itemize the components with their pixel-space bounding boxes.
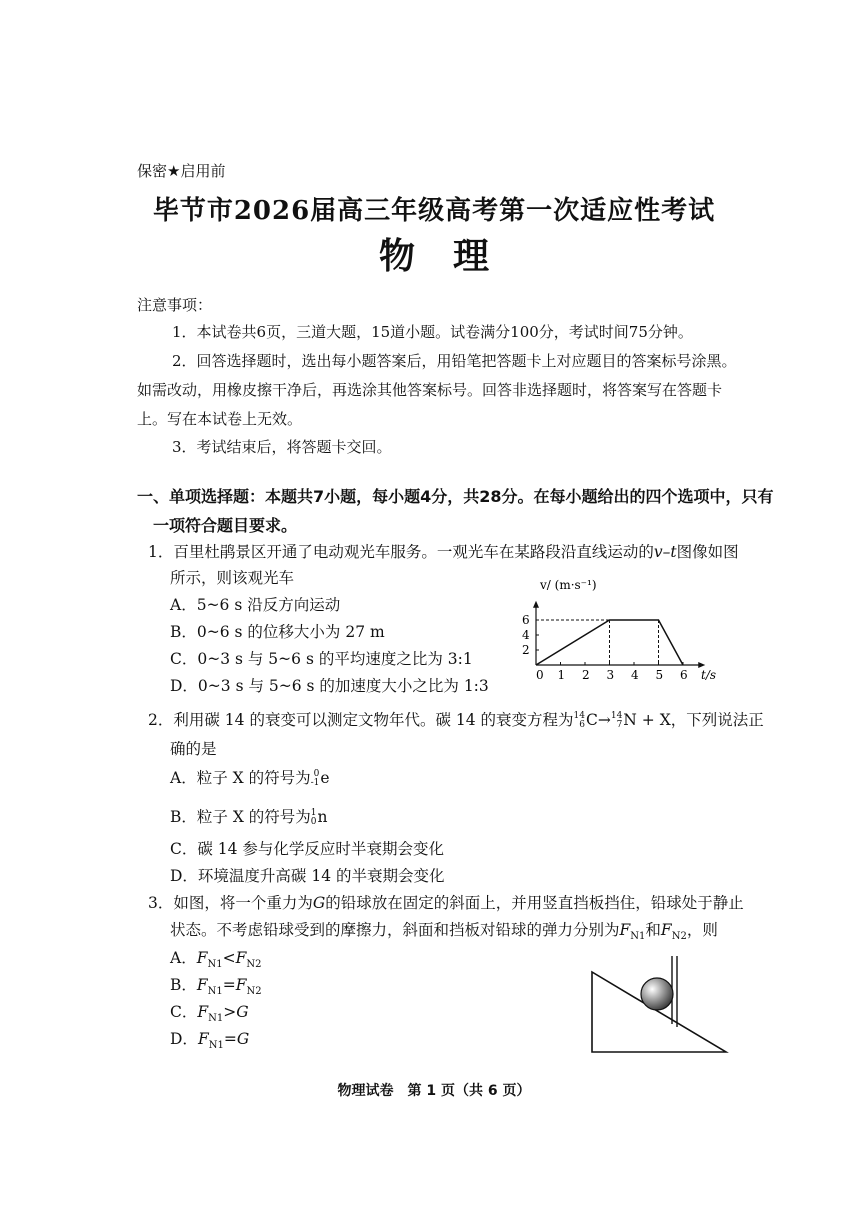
y-tick-label: 4 [522, 628, 530, 642]
x-tick-label: 4 [631, 668, 639, 682]
notes-heading: 注意事项： [137, 296, 213, 314]
x-tick-label: 6 [680, 668, 688, 682]
section-heading: 一、单项选择题：本题共7小题，每小题4分，共28分。在每小题给出的四个选项中，只有 [137, 487, 774, 506]
x-tick-label: 3 [606, 668, 615, 682]
q3-stem-line1: 3．如图，将一个重力为G的铅球放在固定的斜面上，并用竖直挡板挡住，铅球处于静止 [148, 894, 744, 912]
y-tick-label: 6 [522, 613, 530, 627]
electron-symbol-stack: 0 -1 [310, 769, 320, 788]
q2-option-b: B．粒子 X 的符号为 1 0 n [170, 808, 328, 827]
exam-title: 毕节市2026届高三年级高考第一次适应性考试 [152, 196, 716, 226]
page-footer: 物理试卷 第 1 页（共 6 页） [337, 1083, 531, 1099]
q1-stem-line1: 1．百里杜鹃景区开通了电动观光车服务。一观光车在某路段沿直线运动的v–t图像如图 [148, 543, 739, 561]
y-axis-arrow [533, 601, 539, 608]
q3-option-c: C．$F_{N1}>G$ [170, 1003, 249, 1025]
q1-option-d: D．0~3 s 与 5~6 s 的加速度大小之比为 1:3 [170, 677, 489, 695]
section-heading-line2: 一项符合题目要求。 [153, 516, 298, 535]
y-tick-label: 2 [522, 643, 530, 657]
carbon-mass-number-stack: 14 6 [573, 711, 585, 730]
subject-title: 物理 [378, 235, 527, 277]
note-2-line1: 2．回答选择题时，选出每小题答案后，用铅笔把答题卡上对应题目的答案标号涂黑。 [172, 352, 737, 370]
note-2-line2: 如需改动，用橡皮擦干净后，再选涂其他答案标号。回答非选择题时，将答案写在答题卡 [137, 381, 723, 399]
note-3: 3．考试结束后，将答题卡交回。 [172, 438, 392, 456]
q1-option-c: C．0~3 s 与 5~6 s 的平均速度之比为 3:1 [170, 650, 473, 668]
q3-stem-line2: 状态。不考虑铅球受到的摩擦力，斜面和挡板对铅球的弹力分别为$F_{N1}$和$F_{N2}$，则 [170, 921, 718, 943]
q1-option-b: B．0~6 s 的位移大小为 27 m [170, 623, 385, 641]
q2-option-a: A．粒子 X 的符号为 0 -1 e [170, 769, 330, 788]
q3-option-d: D．$F_{N1}=G$ [170, 1030, 250, 1052]
x-tick-label: 0 [536, 668, 544, 682]
q2-option-c: C．碳 14 参与化学反应时半衰期会变化 [170, 840, 444, 858]
nitrogen-mass-number-stack: 14 7 [610, 711, 623, 730]
note-1: 1．本试卷共6页，三道大题，15道小题。试卷满分100分，考试时间75分钟。 [172, 323, 693, 341]
q3-option-a: A．$F_{N1}<F_{N2}$ [170, 949, 262, 971]
note-2-line3: 上。写在本试卷上无效。 [137, 410, 303, 428]
q3-option-b: B．$F_{N1}=F_{N2}$ [170, 976, 262, 998]
x-tick-label: 5 [655, 668, 664, 682]
q2-stem-line2: 确的是 [170, 740, 217, 758]
neutron-symbol-stack: 1 0 [310, 808, 317, 827]
y-axis-label: v/ (m·s⁻¹) [540, 578, 597, 592]
x-tick-label: 1 [557, 668, 566, 682]
confidential-label: 保密★启用前 [137, 162, 226, 180]
incline-ball-diagram [584, 948, 734, 1058]
x-axis-label: t/s [701, 668, 717, 682]
x-tick-label: 2 [582, 668, 590, 682]
lead-ball [641, 978, 673, 1010]
q1-stem-line2: 所示，则该观光车 [170, 569, 295, 587]
vt-graph [518, 576, 728, 686]
q1-option-a: A．5~6 s 沿反方向运动 [170, 596, 341, 614]
q2-stem-line1: 2．利用碳 14 的衰变可以测定文物年代。碳 14 的衰变方程为 14 6 C→ 14 7 N + X，下列说法正 [148, 711, 764, 730]
q2-option-d: D．环境温度升高碳 14 的半衰期会变化 [170, 867, 445, 885]
